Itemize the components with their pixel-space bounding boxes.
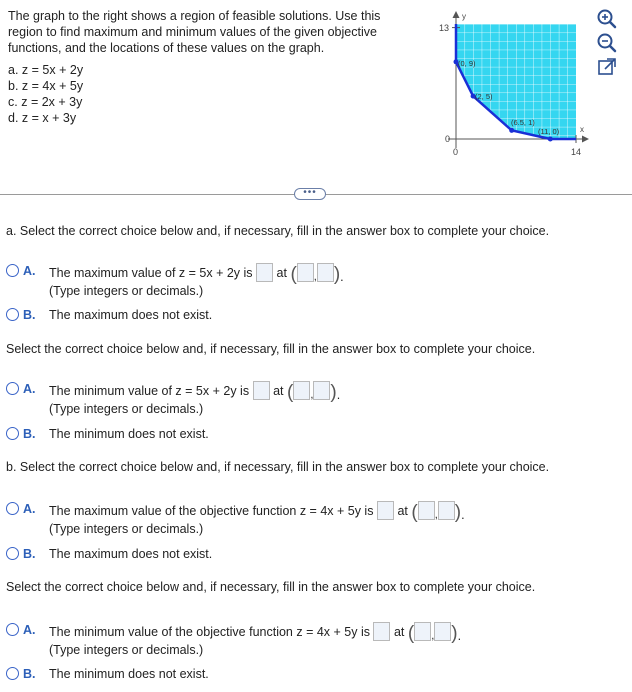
radio-button[interactable] <box>6 382 19 395</box>
hint-text: (Type integers or decimals.) <box>49 402 204 416</box>
period: . <box>340 270 344 284</box>
y-answer-box[interactable] <box>313 381 330 400</box>
choice-letter: A. <box>23 382 36 396</box>
y-axis-label: y <box>462 12 466 21</box>
x-answer-box[interactable] <box>293 381 310 400</box>
y-answer-box[interactable] <box>438 501 455 520</box>
prompt-a-min: Select the correct choice below and, if necessary, fill in the answer box to complete your choice. <box>6 342 536 356</box>
close-paren: ) <box>454 502 462 523</box>
choice-b-min-B[interactable] <box>6 666 209 682</box>
choice-text <box>49 263 344 285</box>
prompt-b-max: b. Select the correct choice below and, if necessary, fill in the answer box to complete your choice. <box>6 460 550 474</box>
expand-button[interactable]: ••• <box>294 188 326 200</box>
value-answer-box[interactable] <box>256 263 273 282</box>
choice-text <box>49 622 461 644</box>
objective-label: a. <box>8 63 19 77</box>
choice-text <box>49 381 340 403</box>
choice-a-min-A[interactable] <box>6 381 341 416</box>
choice-a-max-A[interactable] <box>6 263 344 298</box>
comma: , <box>434 509 438 521</box>
radio-button[interactable] <box>6 427 19 440</box>
open-paren: ( <box>290 264 297 285</box>
radio-button[interactable] <box>6 264 19 277</box>
comma: , <box>431 630 435 642</box>
x-answer-box[interactable] <box>418 501 435 520</box>
x-max-label: 14 <box>571 147 582 157</box>
objective-a <box>8 62 408 78</box>
x-answer-box[interactable] <box>297 263 314 282</box>
choice-statement: The maximum value of the objective function z = 4x + 5y is <box>49 504 374 518</box>
radio-button[interactable] <box>6 502 19 515</box>
objective-c <box>8 94 408 110</box>
objective-label: c. <box>8 95 18 109</box>
vertex-11-0 <box>548 137 553 142</box>
choice-b-max-A[interactable] <box>6 501 465 536</box>
hint-text: (Type integers or decimals.) <box>49 522 204 536</box>
objective-d <box>8 110 408 126</box>
problem-statement <box>8 8 408 126</box>
open-new-window-icon[interactable] <box>596 56 618 78</box>
at-label: at <box>273 384 284 398</box>
radio-button[interactable] <box>6 667 19 680</box>
vertex-label: (2, 5) <box>475 92 493 101</box>
objective-expr: z = 4x + 5y <box>21 79 84 93</box>
objective-expr: z = 5x + 2y <box>21 63 84 77</box>
radio-button[interactable] <box>6 623 19 636</box>
objective-expr: z = x + 3y <box>21 111 77 125</box>
close-paren: ) <box>333 264 341 285</box>
choice-text: The minimum does not exist. <box>49 427 209 441</box>
choice-b-max-B[interactable] <box>6 546 213 562</box>
origin-label: 0 <box>453 147 459 157</box>
vertex-label: (0, 9) <box>458 59 476 68</box>
comma: , <box>310 389 314 401</box>
y-axis-arrow <box>453 11 460 18</box>
vertex-6.5-1 <box>509 128 514 133</box>
radio-button[interactable] <box>6 547 19 560</box>
at-label: at <box>393 625 405 639</box>
choice-letter: A. <box>23 264 36 278</box>
choice-text: The maximum does not exist. <box>49 308 213 322</box>
choice-a-min-B[interactable] <box>6 426 209 442</box>
x-axis-label: x <box>580 125 584 134</box>
choice-a-max-B[interactable] <box>6 307 213 323</box>
objective-expr: z = 2x + 3y <box>21 95 83 109</box>
value-answer-box[interactable] <box>253 381 270 400</box>
graph-tools <box>596 8 620 80</box>
comma: , <box>313 271 317 283</box>
hint-text: (Type integers or decimals.) <box>49 643 204 657</box>
choice-letter: B. <box>23 427 36 441</box>
choice-letter: B. <box>23 547 36 561</box>
objective-b <box>8 78 408 94</box>
at-label: at <box>397 504 408 518</box>
choice-letter: A. <box>23 623 36 637</box>
choice-letter: A. <box>23 502 36 516</box>
x-answer-box[interactable] <box>414 622 431 641</box>
choice-text: The minimum does not exist. <box>49 667 209 681</box>
period: . <box>461 508 465 522</box>
choice-letter: B. <box>23 308 36 322</box>
choice-statement: The minimum value of z = 5x + 2y is <box>49 384 250 398</box>
zoom-in-icon[interactable] <box>596 8 618 30</box>
radio-button[interactable] <box>6 308 19 321</box>
open-paren: ( <box>286 382 294 403</box>
y-zero-label: 0 <box>445 134 451 144</box>
y-max-label: 13 <box>439 23 450 33</box>
at-label: at <box>276 266 287 280</box>
prompt-b-min: Select the correct choice below and, if necessary, fill in the answer box to complete your choice. <box>6 580 536 594</box>
problem-text: The graph to the right shows a region of feasible solutions. Use this region to find maximum and minimum values of the given objective functions, and the locations of these values on the graph. <box>8 9 381 55</box>
prompt-a-max: a. Select the correct choice below and, if necessary, fill in the answer box to complete your choice. <box>6 224 550 238</box>
vertex-label: (11, 0) <box>538 127 560 136</box>
choice-statement: The minimum value of the objective function z = 4x + 5y is <box>49 625 370 639</box>
choice-letter: B. <box>23 667 36 681</box>
x-axis-arrow <box>582 136 589 143</box>
value-answer-box[interactable] <box>373 622 390 641</box>
open-paren: ( <box>411 502 418 523</box>
choice-statement: The maximum value of z = 5x + 2y is <box>49 266 253 280</box>
vertex-label: (6.5, 1) <box>511 118 535 127</box>
value-answer-box[interactable] <box>377 501 394 520</box>
y-answer-box[interactable] <box>434 622 451 641</box>
choice-b-min-A[interactable] <box>6 622 462 657</box>
choice-text: The maximum does not exist. <box>49 547 213 561</box>
close-paren: ) <box>451 623 458 644</box>
objective-label: d. <box>8 111 19 125</box>
objective-list <box>8 62 408 126</box>
open-paren: ( <box>407 623 415 644</box>
period: . <box>457 629 462 643</box>
y-answer-box[interactable] <box>317 263 334 282</box>
zoom-out-icon[interactable] <box>596 32 618 54</box>
choice-text <box>49 501 465 523</box>
objective-label: b. <box>8 79 19 93</box>
feasible-region-graph <box>432 6 592 160</box>
hint-text: (Type integers or decimals.) <box>49 284 204 298</box>
period: . <box>336 388 341 402</box>
close-paren: ) <box>330 382 337 403</box>
